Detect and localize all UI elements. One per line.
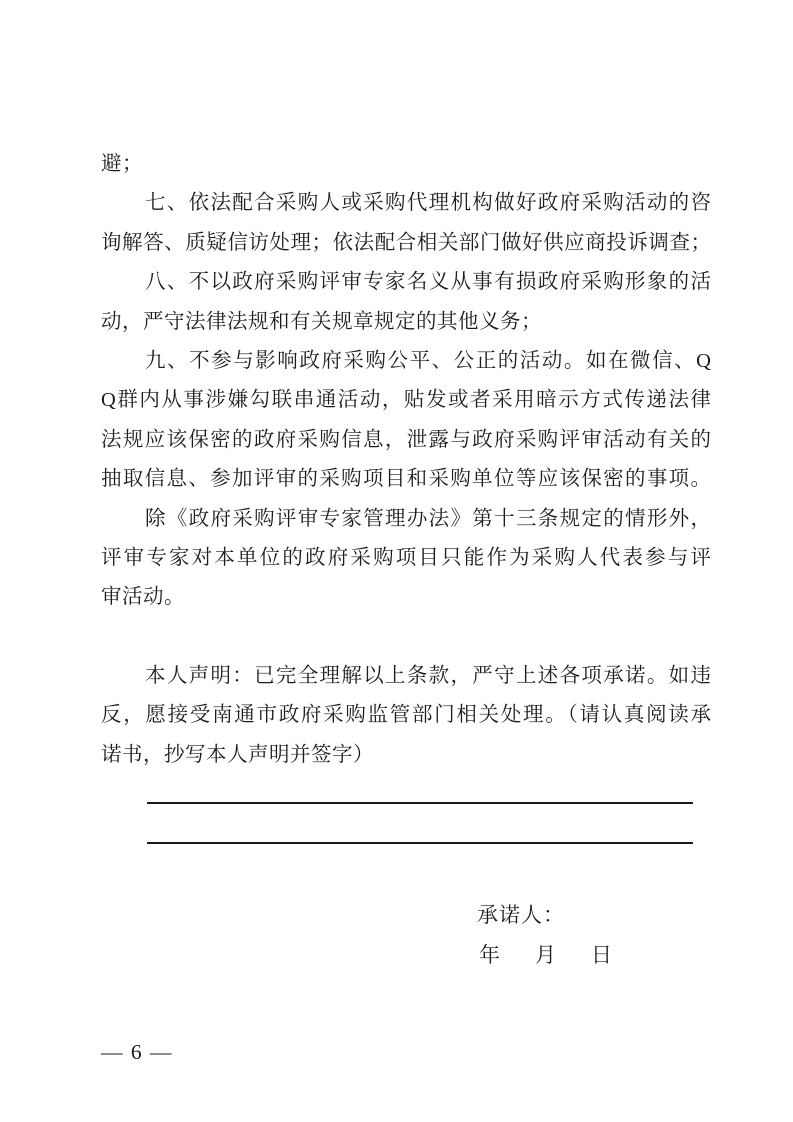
text-line: 审活动。: [101, 586, 185, 609]
text-line: 法规应该保密的政府采购信息，泄露与政府采购评审活动有关的: [101, 428, 711, 451]
signer-label: 承诺人：: [477, 903, 565, 927]
text-line: 抽取信息、参加评审的采购项目和采购单位等应该保密的事项。: [101, 468, 711, 491]
text-line: 动，严守法律法规和有关规章规定的其他义务；: [101, 310, 542, 333]
date-year-label: 年: [479, 943, 500, 967]
text-line: 诺书，抄写本人声明并签字）: [101, 743, 374, 766]
text-line: Q群内从事涉嫌勾联串通活动，贴发或者采用暗示方式传递法律: [101, 389, 711, 412]
text-line: 询解答、质疑信访处理；依法配合相关部门做好供应商投诉调查；: [101, 231, 711, 254]
handwriting-blank-line-1: [147, 802, 693, 804]
text-line: 评审专家对本单位的政府采购项目只能作为采购人代表参与评: [101, 546, 711, 569]
personal-declaration: [101, 657, 711, 775]
text-line: 除《政府采购评审专家管理办法》第十三条规定的情形外，: [145, 507, 711, 530]
date-line: [479, 939, 612, 969]
commitment-clauses: [101, 145, 711, 618]
handwriting-blank-line-2: [147, 842, 693, 844]
text-line: 八、不以政府采购评审专家名义从事有损政府采购形象的活: [145, 271, 711, 294]
date-day-label: 日: [591, 943, 612, 967]
date-month-label: 月: [535, 943, 556, 967]
text-line: 九、不参与影响政府采购公平、公正的活动。如在微信、Q: [145, 349, 711, 372]
text-line: 本人声明：已完全理解以上条款，严守上述各项承诺。如违: [145, 665, 711, 687]
text-line: 七、依法配合采购人或采购代理机构做好政府采购活动的咨: [145, 192, 711, 215]
text-line: 反，愿接受南通市政府采购监管部门相关处理。（请认真阅读承: [101, 704, 711, 727]
page-number: — 6 —: [101, 1040, 173, 1064]
text-line: 避；: [101, 153, 143, 175]
